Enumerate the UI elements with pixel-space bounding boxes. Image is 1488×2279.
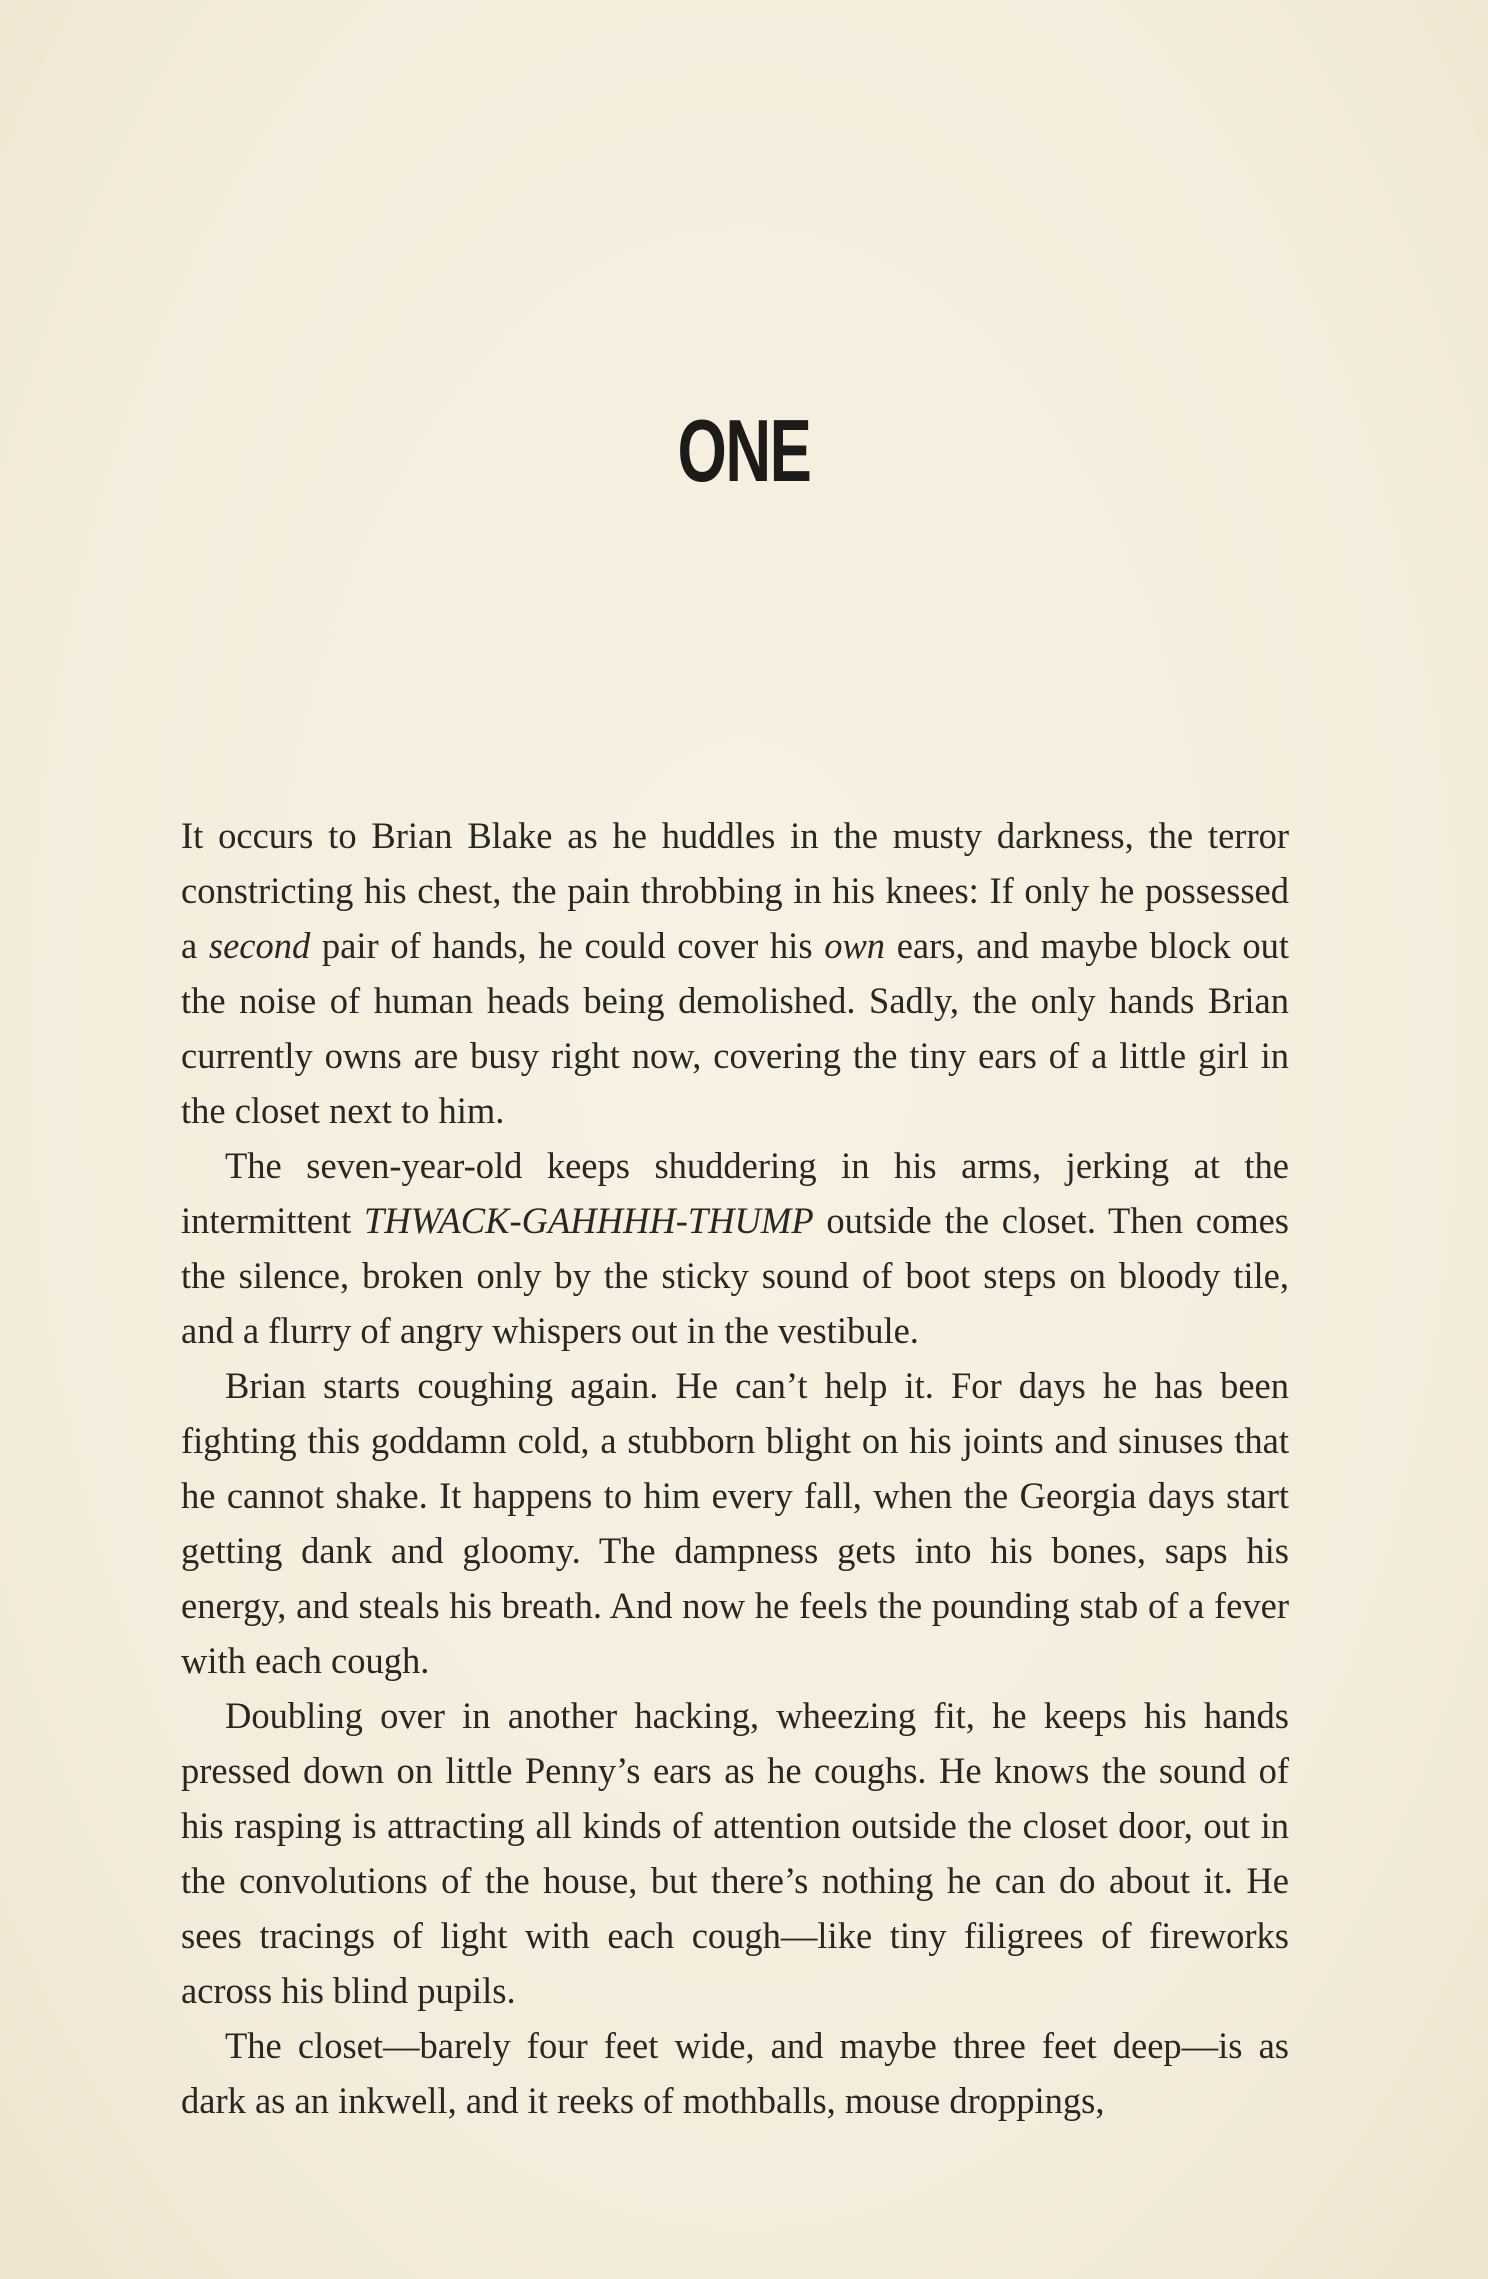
text-segment: ears, and maybe block out the noise of human heads being demolished. Sadly, the only hands Brian currently owns are busy right now, covering the tiny ears of a little girl in the closet next to him. (181, 925, 1290, 1131)
chapter-title: ONE (677, 401, 811, 500)
paragraph (181, 1138, 1289, 1358)
italic-segment: THWACK-GAHHHH-THUMP (364, 1200, 814, 1241)
paragraph (181, 808, 1289, 1138)
italic-segment: second (208, 925, 311, 966)
text-segment: The closet—barely four feet wide, and maybe three feet deep—is as dark as an inkwell, and it reeks of mothballs, mouse droppings, (181, 2025, 1289, 2121)
paragraph (181, 1358, 1289, 1688)
text-segment: Doubling over in another hacking, wheezing fit, he keeps his hands pressed down on little Penny’s ears as he coughs. He knows the sound of his rasping is attracting all kinds of attention outside the closet door, out in the convolutions of the house, but there’s nothing he can do about it. He sees tracings of light with each cough—like tiny filigrees of fireworks across his blind pupils. (181, 1695, 1289, 2011)
italic-segment: own (824, 925, 886, 966)
text-segment: Brian starts coughing again. He can’t help it. For days he has been fighting this goddamn cold, a stubborn blight on his joints and sinuses that he cannot shake. It happens to him every fall, when the Georgia days start getting dank and gloomy. The dampness gets into his bones, saps his energy, and steals his breath. And now he feels the pounding stab of a fever with each cough. (181, 1365, 1289, 1681)
text-segment: It occurs to Brian Blake as he huddles in the musty darkness, the terror constricting his chest, the pain throbbing in his knees: If only he possessed a (181, 815, 1289, 966)
paragraph (181, 1688, 1289, 2018)
body-text (181, 808, 1289, 2128)
text-segment: The seven-year-old keeps shuddering in his arms, jerking at the intermittent (181, 1145, 1289, 1241)
text-segment: outside the closet. Then comes the silence, broken only by the sticky sound of boot steps on bloody tile, and a flurry of angry whispers out in the vestibule. (181, 1200, 1290, 1351)
text-segment: pair of hands, he could cover his (310, 925, 825, 966)
paragraph (181, 2018, 1289, 2128)
